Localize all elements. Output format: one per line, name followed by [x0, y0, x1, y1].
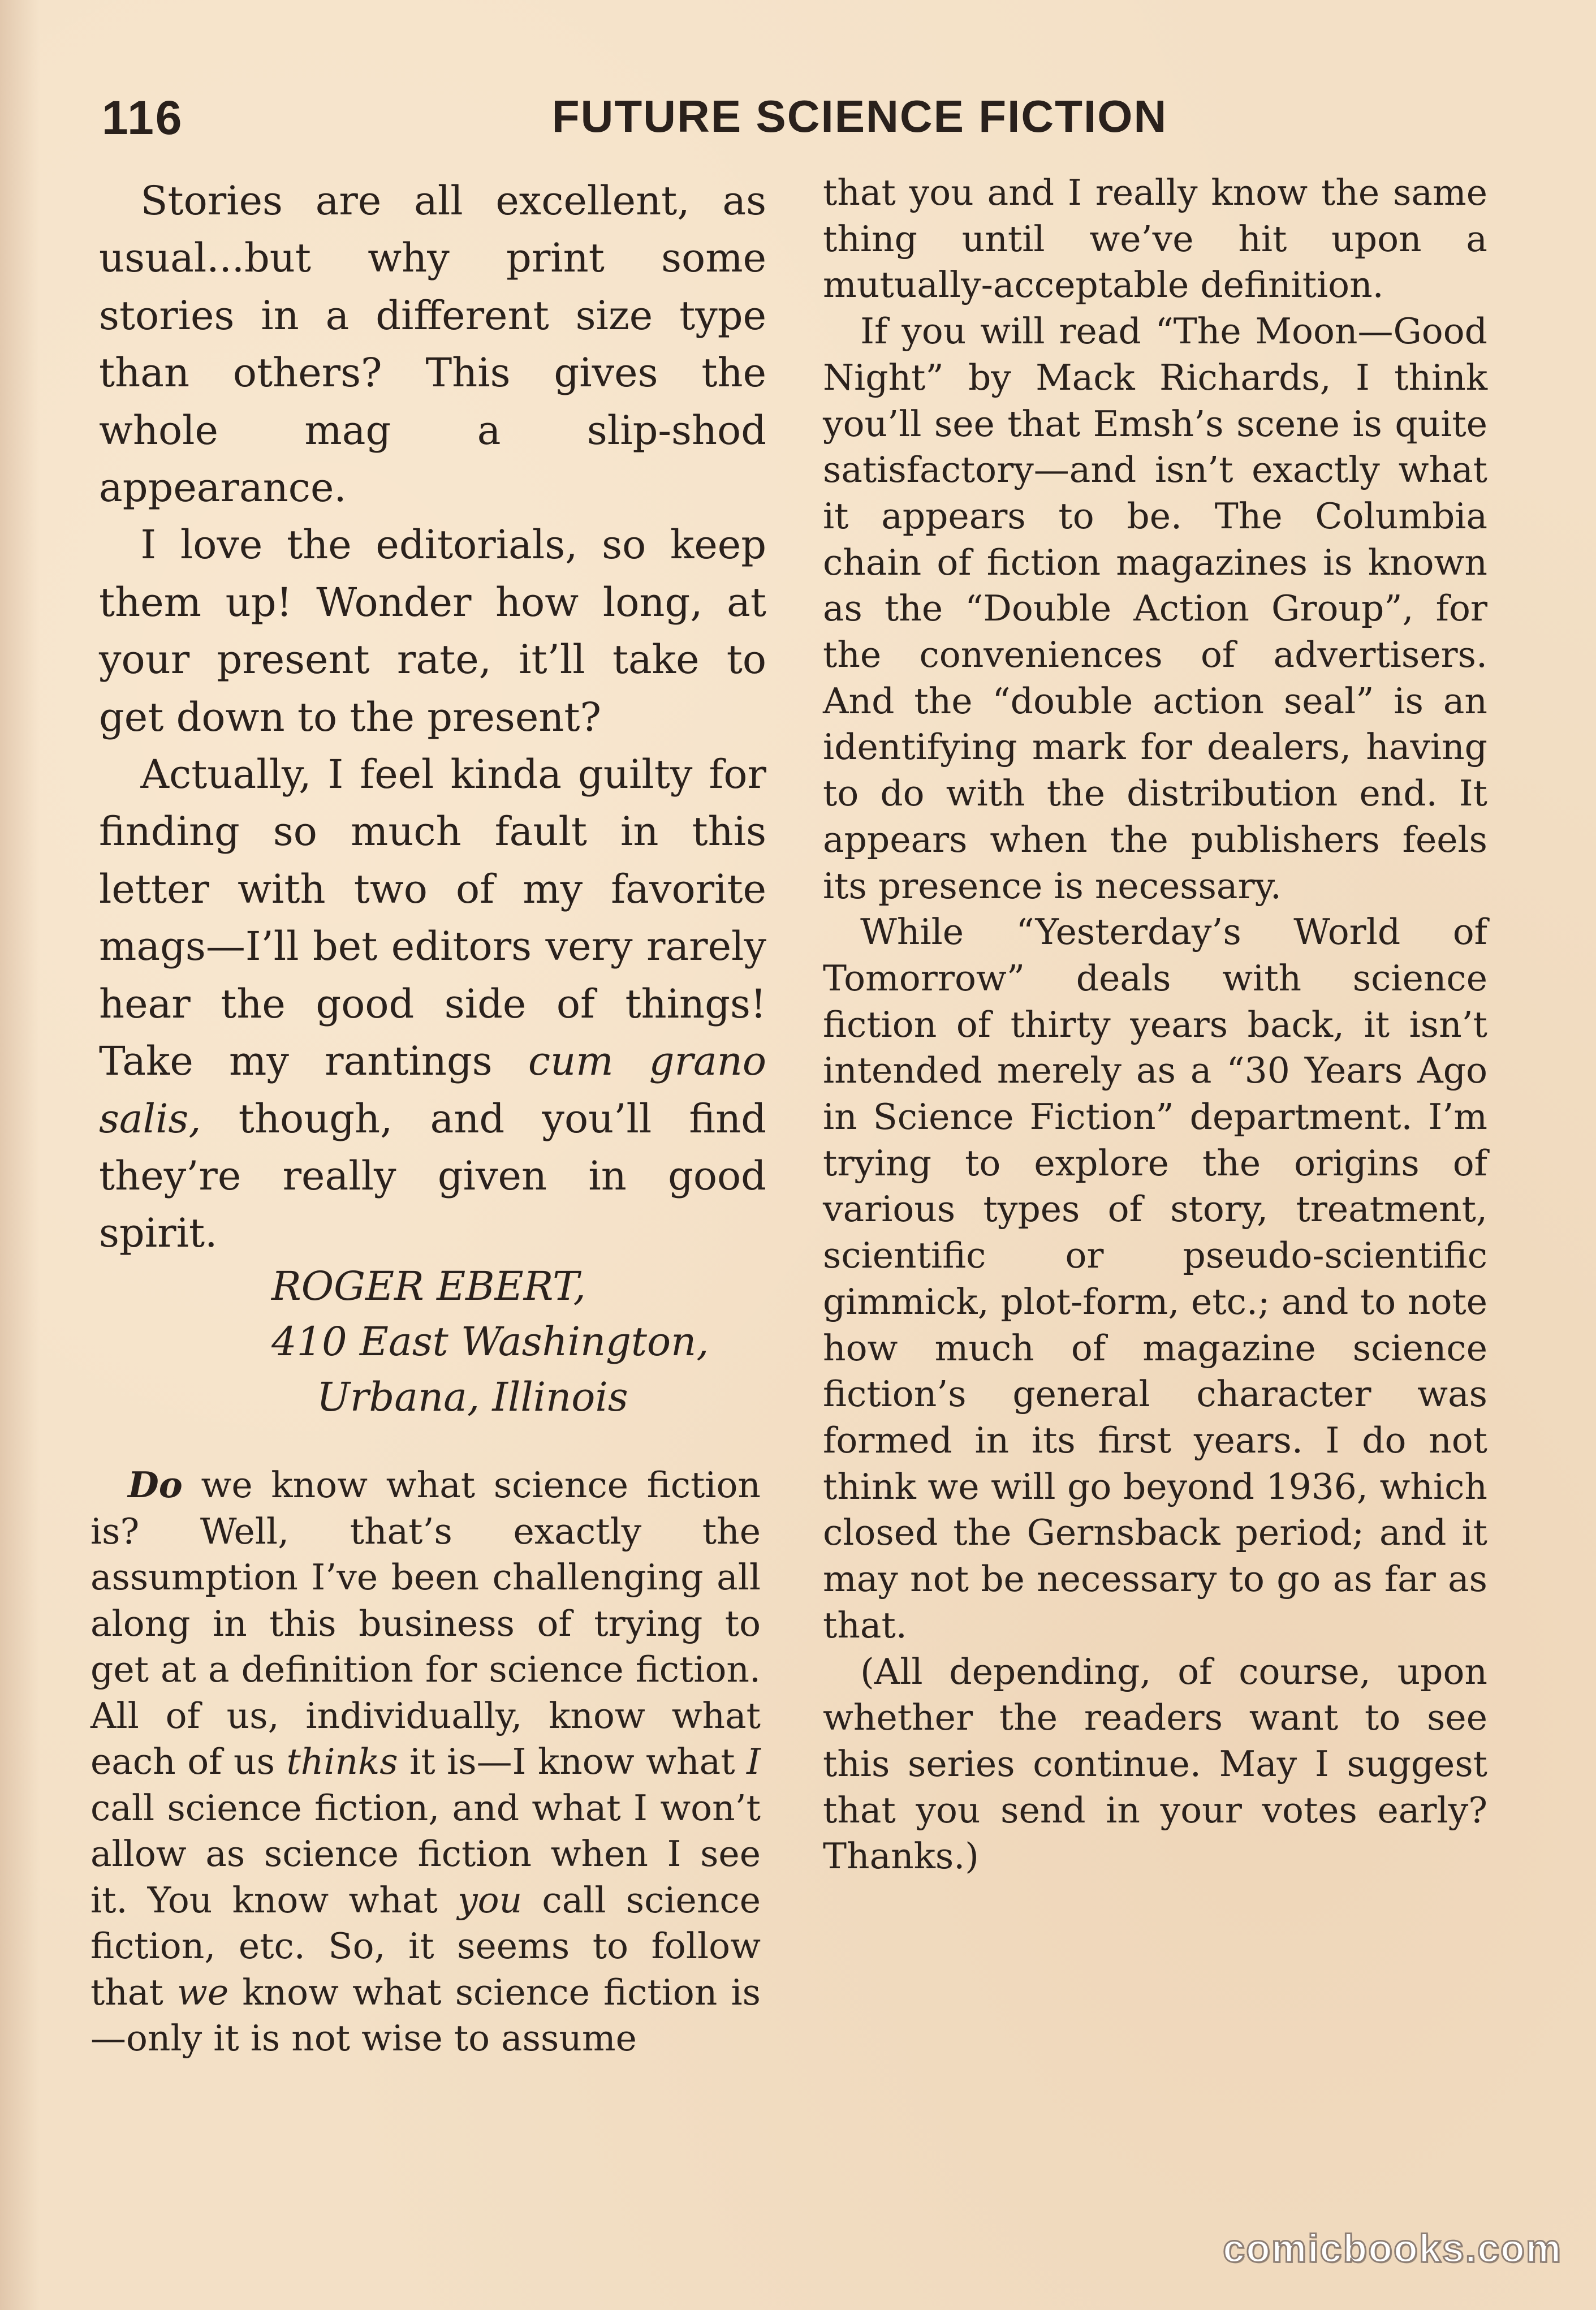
running-head-title: FUTURE SCIENCE FICTION: [551, 91, 1168, 141]
reply-paragraph: [90, 1462, 761, 2062]
reply-paragraph: While “Yesterday’s World of Tomorrow” deals with science fiction of thirty years back, it isn’t intended merely as a “30 Years Ago in Science Fiction” department. I’m trying to explore the origins of various types of story, treatment, scientific or pseudo-scientific gimmick, plot-form, etc.; and to note how much of magazine science fiction’s general character was formed in its first years. I do not think we will go beyond 1936, which closed the Gernsback period; and it may not be necessary to go as far as that.: [823, 911, 1487, 1646]
reply-text: we know what science fiction is? Well, that’s exactly the assumption I’ve been challenging all along in this business of trying to get at a definition for science fiction. All of us, individually, know what each of us: [90, 1464, 761, 1782]
letter-body: [99, 173, 766, 1262]
page-binding-shadow: [0, 0, 40, 2310]
letter-text: though, and you’ll find they’re really given in good spirit.: [99, 1095, 766, 1257]
letter-text: Actually, I feel kinda guilty for finding so much fault in this letter with two of my favorite mags—I’ll bet editors very rarely hear the good side of things! Take my rantings: [99, 751, 766, 1085]
site-watermark: comicbooks.com: [1223, 2226, 1562, 2270]
letter-paragraph: [99, 746, 766, 1262]
reply-emphasis: you: [458, 1879, 523, 1921]
reply-paragraph: that you and I really know the same thing until we’ve hit upon a mutually-acceptable definition.: [823, 172, 1487, 306]
reply-emphasis: thinks: [286, 1741, 398, 1782]
reply-emphasis: I: [747, 1741, 761, 1782]
reply-emphasis: we: [176, 1971, 229, 2013]
letter-paragraph: Stories are all excellent, as usual...but why print some stories in a different size type than others? This gives the whole mag a slip-shod appearance.: [99, 178, 766, 511]
reply-paragraph: (All depending, of course, upon whether the readers want to see this series continue. May I suggest that you send in your votes early? Thanks.): [823, 1650, 1487, 1877]
reply-text: it is—I know what: [398, 1741, 747, 1782]
reply-text: call science fiction, and what I won’t allow as science fiction when I see it. You know what: [90, 1787, 761, 1921]
editor-reply-start: [90, 1462, 761, 2062]
signature-city: Urbana, Illinois: [317, 1374, 628, 1420]
latin-phrase: cum grano salis,: [99, 1038, 766, 1142]
reply-lead-word: Do: [128, 1464, 183, 1506]
letter-paragraph: I love the editorials, so keep them up! Wonder how long, at your present rate, it’ll take to get down to the present?: [99, 522, 766, 740]
page-number: 116: [102, 91, 184, 144]
signature-name: ROGER EBERT,: [271, 1263, 586, 1309]
reply-text: know what science fiction is—only it is not wise to assume: [90, 1971, 761, 2059]
signature-street: 410 East Washington,: [271, 1318, 709, 1365]
reply-paragraph: If you will read “The Moon—Good Night” by Mack Richards, I think you’ll see that Emsh’s scene is quite satisfactory—and isn’t exactly what it appears to be. The Columbia chain of fiction magazines is known as the “Double Action Group”, for the conveniences of advertisers. And the “double action seal” is an identifying mark for dealers, having to do with the distribution end. It appears when the publishers feels its presence is necessary.: [823, 311, 1487, 907]
letter-signature: [238, 1259, 780, 1425]
page-header: [102, 90, 1493, 153]
editor-reply-continued: [823, 170, 1487, 1880]
reply-text: call science fiction, etc. So, it seems to follow that: [90, 1879, 761, 2013]
